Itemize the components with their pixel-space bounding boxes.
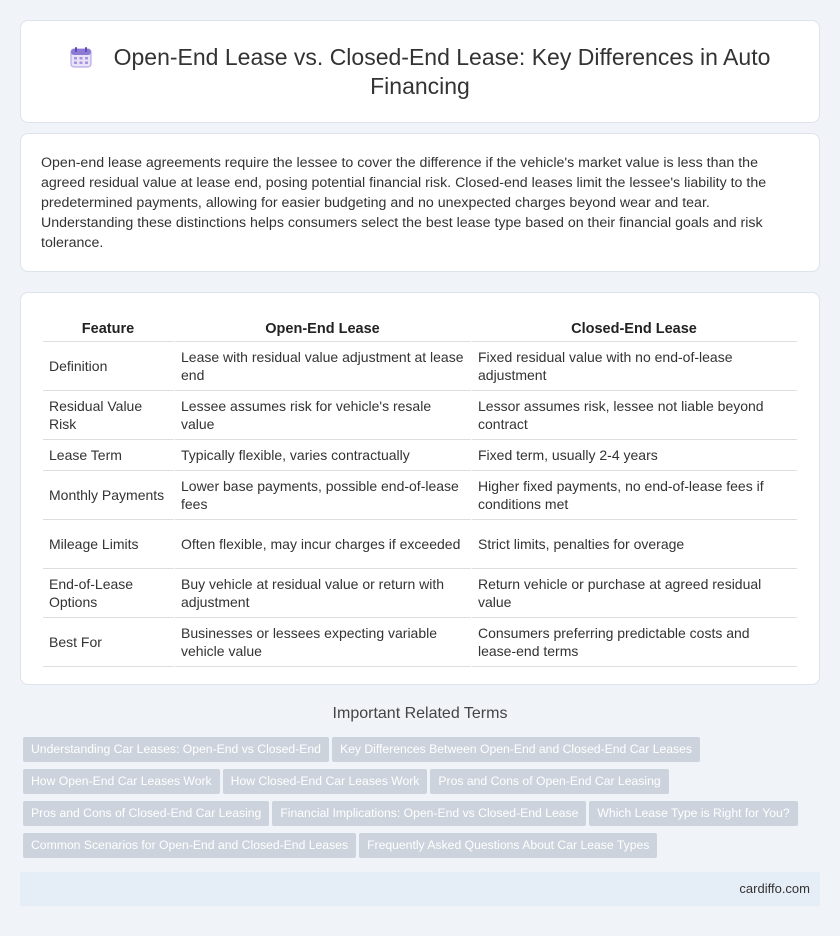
row-closed-end: Strict limits, penalties for overage [472,520,798,569]
row-open-end: Lower base payments, possible end-of-lease fees [175,471,472,520]
header-closed-end: Closed-End Lease [472,313,798,342]
row-open-end: Lease with residual value adjustment at lease end [175,342,472,391]
related-term-link[interactable]: Pros and Cons of Open-End Car Leasing [430,769,668,794]
row-closed-end: Return vehicle or purchase at agreed residual value [472,569,798,618]
page-title-text: Open-End Lease vs. Closed-End Lease: Key Differences in Auto Financing [113,43,771,99]
related-term-link[interactable]: Understanding Car Leases: Open-End vs Closed-End [23,737,329,762]
table-row [43,618,798,667]
table-row [43,471,798,520]
row-feature: Mileage Limits [43,520,175,569]
row-open-end: Typically flexible, varies contractually [175,440,472,471]
related-term-link[interactable]: Frequently Asked Questions About Car Lease Types [359,833,657,858]
related-term-link[interactable]: Key Differences Between Open-End and Closed-End Car Leases [332,737,700,762]
header-feature: Feature [43,313,175,342]
table-header-row [43,313,798,342]
page-title [51,43,789,101]
row-feature: Lease Term [43,440,175,471]
intro-paragraph: Open-end lease agreements require the lessee to cover the difference if the vehicle's market value is less than the agreed residual value at lease end, posing potential financial risk. Closed-end leases limit the lessee's liability to the predetermined payments, allowing for easier budgeting and no unexpected charges beyond wear and tear. Understanding these distinctions helps consumers select the best lease type based on their financial goals and risk tolerance. [41,155,767,251]
table-row [43,569,798,618]
related-term-link[interactable]: Financial Implications: Open-End vs Closed-End Lease [272,801,586,826]
row-feature: Best For [43,618,175,667]
row-feature: End-of-Lease Options [43,569,175,618]
row-open-end: Buy vehicle at residual value or return with adjustment [175,569,472,618]
row-closed-end: Consumers preferring predictable costs and lease-end terms [472,618,798,667]
related-term-link[interactable]: Which Lease Type is Right for You? [589,801,797,826]
row-open-end: Often flexible, may incur charges if exceeded [175,520,472,569]
row-closed-end: Fixed residual value with no end-of-lease adjustment [472,342,798,391]
row-feature: Definition [43,342,175,391]
row-open-end: Lessee assumes risk for vehicle's resale value [175,391,472,440]
table-row [43,440,798,471]
intro-card [20,133,820,272]
calendar-icon [70,46,92,68]
footer-site-name[interactable]: cardiffo.com [739,881,810,896]
header-open-end: Open-End Lease [175,313,472,342]
related-terms-title: Important Related Terms [332,705,508,722]
table-row [43,391,798,440]
row-open-end: Businesses or lessees expecting variable vehicle value [175,618,472,667]
table-row [43,342,798,391]
related-term-link[interactable]: How Closed-End Car Leases Work [223,769,428,794]
related-term-link[interactable]: How Open-End Car Leases Work [23,769,220,794]
related-term-link[interactable]: Common Scenarios for Open-End and Closed-End Leases [23,833,356,858]
comparison-table [43,313,798,667]
row-feature: Residual Value Risk [43,391,175,440]
related-term-link[interactable]: Pros and Cons of Closed-End Car Leasing [23,801,269,826]
footer [20,872,820,906]
header-card [20,20,820,123]
row-closed-end: Higher fixed payments, no end-of-lease fees if conditions met [472,471,798,520]
row-feature: Monthly Payments [43,471,175,520]
related-terms-list [23,737,813,865]
comparison-table-card [20,292,820,685]
row-closed-end: Fixed term, usually 2-4 years [472,440,798,471]
row-closed-end: Lessor assumes risk, lessee not liable beyond contract [472,391,798,440]
table-row [43,520,798,569]
